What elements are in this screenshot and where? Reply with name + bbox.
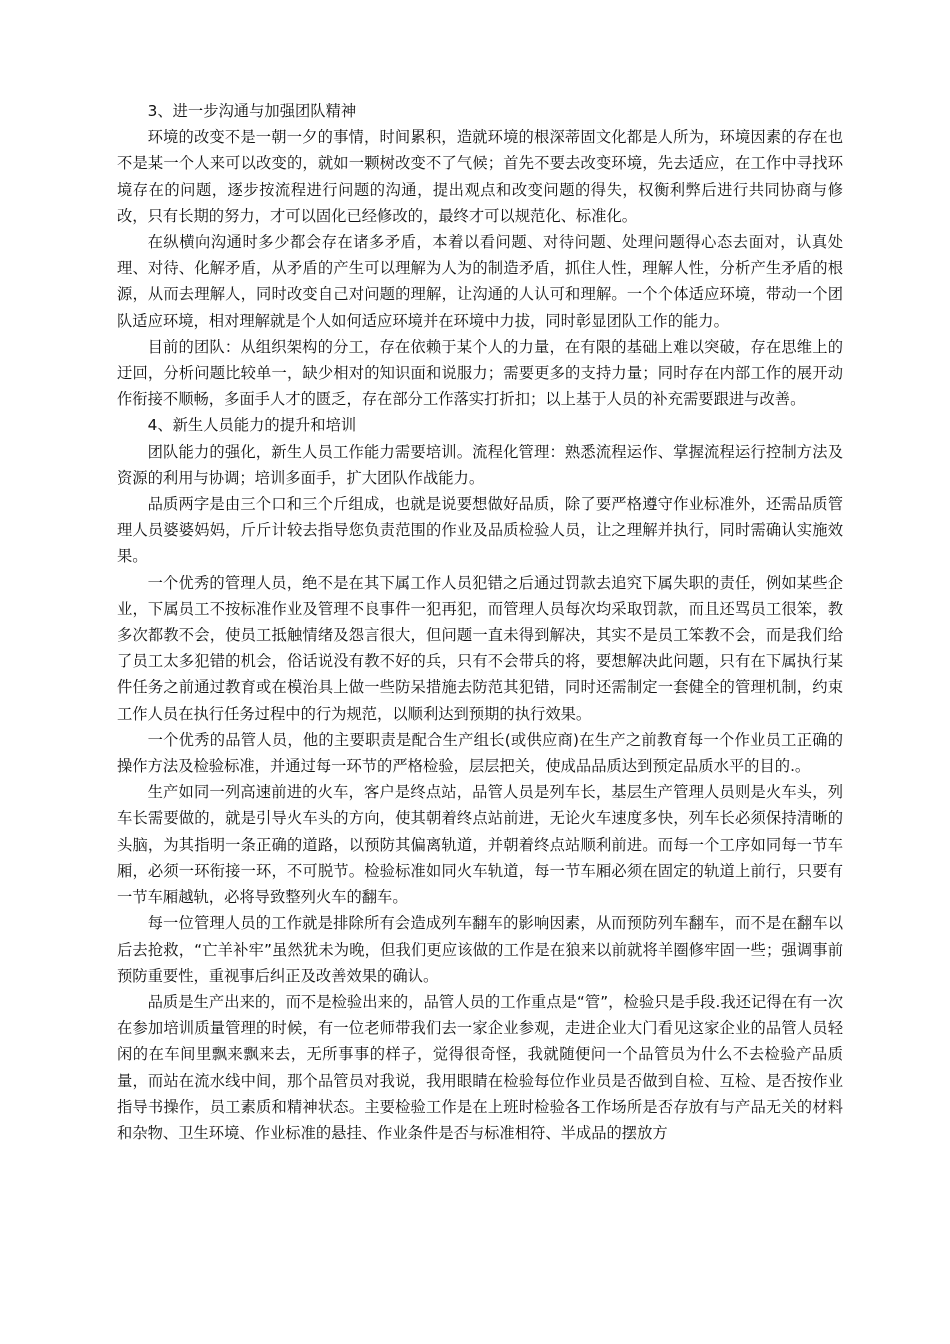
document-page [117, 98, 843, 1146]
paragraph: 生产如同一列高速前进的火车，客户是终点站，品管人员是列车长，基层生产管理人员则是火车头，列车长需要做的，就是引导火车头的方向，使其朝着终点站前进，无论火车速度多快，列车长必须保持清晰的头脑，为其指明一条正确的道路，以预防其偏离轨道，并朝着终点站顺利前进。而每一个工序如同每一节车厢，必须一环衔接一环，不可脱节。检验标准如同火车轨道，每一节车厢必须在固定的轨道上前行，只要有一节车厢越轨，必将导致整列火车的翻车。 [117, 783, 843, 907]
paragraph: 一个优秀的管理人员，绝不是在其下属工作人员犯错之后通过罚款去追究下属失职的责任，例如某些企业，下属员工不按标准作业及管理不良事件一犯再犯，而管理人员每次均采取罚款，而且还骂员工很笨，教多次都教不会，使员工抵触情绪及怨言很大，但问题一直未得到解决，其实不是员工笨教不会，而是我们给了员工太多犯错的机会，俗话说没有教不好的兵，只有不会带兵的将，要想解决此问题，只有在下属执行某件任务之前通过教育或在模治具上做一些防呆措施去防范其犯错，同时还需制定一套健全的管理机制，约束工作人员在执行任务过程中的行为规范，以顺利达到预期的执行效果。 [117, 573, 843, 723]
section-training [117, 412, 843, 1146]
paragraph: 环境的改变不是一朝一夕的事情，时间累积，造就环境的根深蒂固文化都是人所为，环境因素的存在也不是某一个人来可以改变的，就如一颗树改变不了气候；首先不要去改变环境，先去适应，在工作中寻找环境存在的问题，逐步按流程进行问题的沟通，提出观点和改变问题的得失，权衡利弊后进行共同协商与修改，只有长期的努力，才可以固化已经修改的，最终才可以规范化、标准化。 [117, 128, 843, 225]
paragraph: 每一位管理人员的工作就是排除所有会造成列车翻车的影响因素，从而预防列车翻车，而不是在翻车以后去抢救，“亡羊补牢”虽然犹未为晚，但我们更应该做的工作是在狼来以前就将羊圈修牢固一些；强调事前预防重要性，重视事后纠正及改善效果的确认。 [117, 914, 843, 985]
paragraph: 在纵横向沟通时多少都会存在诸多矛盾，本着以看问题、对待问题、处理问题得心态去面对，认真处理、对待、化解矛盾，从矛盾的产生可以理解为人为的制造矛盾，抓住人性，理解人性，分析产生矛盾的根源，从而去理解人，同时改变自己对问题的理解，让沟通的人认可和理解。一个个体适应环境，带动一个团队适应环境，相对理解就是个人如何适应环境并在环境中力拔，同时彰显团队工作的能力。 [117, 233, 843, 330]
section-heading: 3、进一步沟通与加强团队精神 [147, 102, 357, 120]
paragraph: 一个优秀的品管人员，他的主要职责是配合生产组长(或供应商)在生产之前教育每一个作业员工正确的操作方法及检验标准，并通过每一环节的严格检验，层层把关，使成品品质达到预定品质水平的目的.。 [117, 730, 843, 776]
section-communication [117, 98, 843, 412]
paragraph: 目前的团队：从组织架构的分工，存在依赖于某个人的力量，在有限的基础上难以突破，存在思维上的迂回，分析问题比较单一，缺少相对的知识面和说服力；需要更多的支持力量；同时存在内部工作的展开动作衔接不顺畅，多面手人才的匮乏，存在部分工作落实打折扣；以上基于人员的补充需要跟进与改善。 [117, 337, 843, 409]
section-heading: 4、新生人员能力的提升和培训 [147, 416, 357, 435]
paragraph: 品质两字是由三个口和三个斤组成，也就是说要想做好品质，除了要严格遵守作业标准外，还需品质管理人员婆婆妈妈，斤斤计较去指导您负责范围的作业及品质检验人员，让之理解并执行，同时需确认实施效果。 [117, 495, 843, 566]
paragraph: 团队能力的强化，新生人员工作能力需要培训。流程化管理：熟悉流程运作、掌握流程运行控制方法及资源的利用与协调；培训多面手，扩大团队作战能力。 [117, 442, 843, 487]
paragraph: 品质是生产出来的，而不是检验出来的，品管人员的工作重点是“管”，检验只是手段.我还记得在有一次在参加培训质量管理的时候，有一位老师带我们去一家企业参观，走进企业大门看见这家企业的品管人员轻闲的在车间里飘来飘来去，无所事事的样子，觉得很奇怪，我就随便问一个品管员为什么不去检验产品质量，而站在流水线中间，那个品管员对我说，我用眼睛在检验每位作业员是否做到自检、互检、是否按作业指导书操作，员工素质和精神状态。主要检验工作是在上班时检验各工作场所是否存放有与产品无关的材料和杂物、卫生环境、作业标准的悬挂、作业条件是否与标准相符、半成品的摆放方 [117, 992, 843, 1142]
